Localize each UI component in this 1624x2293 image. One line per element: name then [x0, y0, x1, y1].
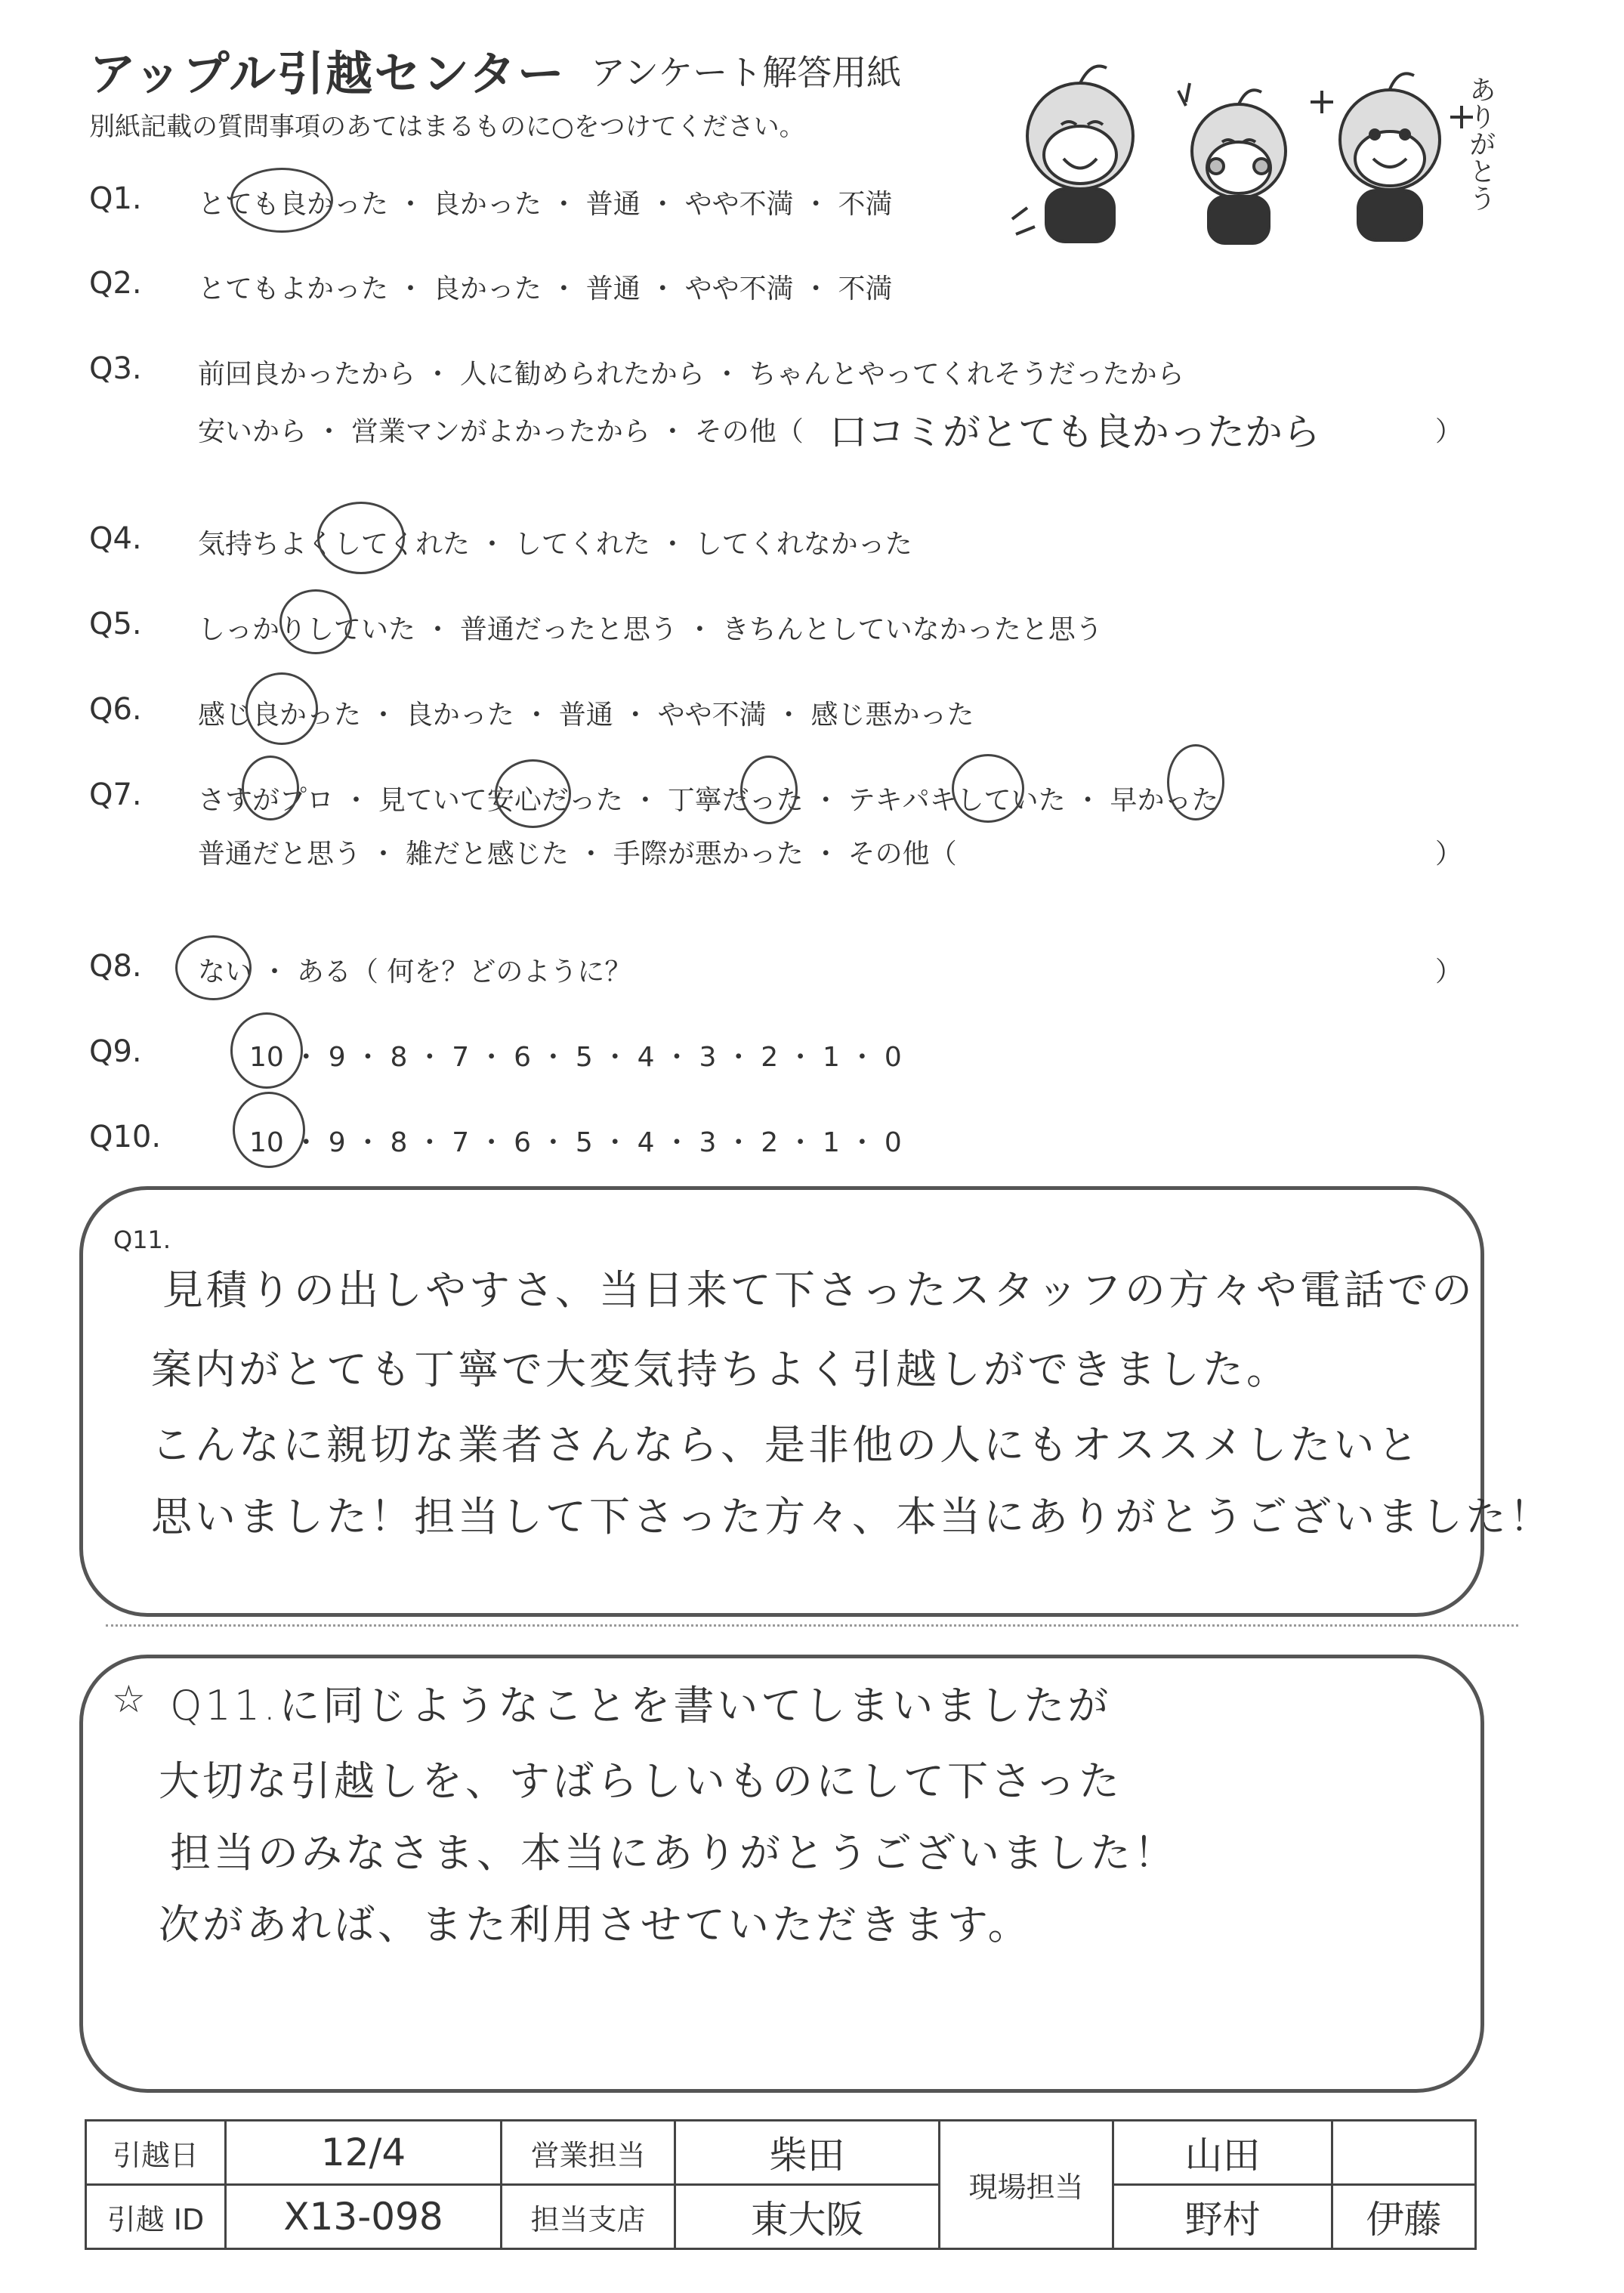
sales-label: 営業担当 — [502, 2121, 675, 2185]
q5-selection-circle — [279, 589, 352, 654]
q6-label: Q6. — [89, 692, 142, 727]
q2-options[interactable]: とてもよかった ・ 良かった ・ 普通 ・ やや不満 ・ 不満 — [198, 273, 893, 304]
q10-selection-circle — [233, 1092, 305, 1168]
q4-selection-circle — [317, 502, 405, 574]
move-date-label: 引越日 — [86, 2121, 226, 2185]
q1-selection-circle — [230, 168, 333, 233]
q11-comment-line: 案内がとても丁寧で大変気持ちよく引越しができました。 — [151, 1346, 1290, 1393]
q5-options[interactable]: しっかりしていた ・ 普通だったと思う ・ きちんとしていなかったと思う — [198, 614, 1103, 645]
q11-comment-line: 見積りの出しやすさ、当日来て下さったスタッフの方々や電話での — [162, 1266, 1475, 1314]
q3-options-line1[interactable]: 前回良かったから ・ 人に勧められたから ・ ちゃんとやってくれそうだったから — [198, 359, 1184, 390]
branch-value: 東大阪 — [675, 2185, 940, 2249]
q7-selection-circle-pro — [242, 756, 299, 820]
q2-label: Q2. — [89, 266, 142, 301]
q4-label: Q4. — [89, 521, 142, 556]
q3-other-close: ） — [1435, 416, 1463, 447]
q9-scale[interactable]: 10 ・ 9 ・ 8 ・ 7 ・ 6 ・ 5 ・ 4 ・ 3 ・ 2 ・ 1 ・ 0 — [249, 1042, 902, 1073]
q6-selection-circle — [245, 672, 318, 745]
q8-close: ） — [1435, 956, 1463, 987]
q11-comment-line: こんなに親切な業者さんなら、是非他の人にもオススメしたいと — [151, 1421, 1422, 1469]
q11-comment-box — [79, 1186, 1484, 1617]
extra-comment-line: 担当のみなさま、本当にありがとうございました！ — [170, 1829, 1178, 1877]
extra-comment-line: Q11.に同じようなことを書いてしまいましたが — [170, 1682, 1112, 1729]
move-date-value: 12/4 — [226, 2121, 502, 2185]
form-subtitle: アンケート解答用紙 — [591, 52, 902, 93]
q6-options[interactable]: 感じ良かった ・ 良かった ・ 普通 ・ やや不満 ・ 感じ悪かった — [198, 700, 974, 731]
site-staff-1: 山田 — [1113, 2121, 1332, 2185]
q9-label: Q9. — [89, 1034, 142, 1069]
site-staff-label: 現場担当 — [940, 2121, 1113, 2249]
extra-comment-line: 大切な引越しを、すばらしいものにして下さった — [159, 1757, 1122, 1805]
sales-value: 柴田 — [675, 2121, 940, 2185]
extra-comment-line: 次があれば、また利用させていただきます。 — [159, 1901, 1032, 1948]
star-mark: ☆ — [112, 1677, 146, 1721]
mascot-caption: ありがとう — [1465, 76, 1496, 212]
q1-label: Q1. — [89, 181, 142, 216]
site-staff-empty-cell — [1332, 2121, 1476, 2185]
q4-options[interactable]: 気持ちよくしてくれた ・ してくれた ・ してくれなかった — [198, 529, 912, 560]
q8-selection-circle — [175, 935, 252, 1000]
q7-other-close: ） — [1435, 839, 1463, 870]
q8-options[interactable]: ない ・ ある（ 何を？どのように？ — [198, 956, 632, 987]
q7-selection-circle-hayakatta — [1167, 744, 1224, 820]
q10-scale[interactable]: 10 ・ 9 ・ 8 ・ 7 ・ 6 ・ 5 ・ 4 ・ 3 ・ 2 ・ 1 ・ 0 — [249, 1127, 902, 1158]
q10-label: Q10. — [89, 1120, 162, 1154]
site-staff-2: 野村 — [1113, 2185, 1332, 2249]
mascot-illustration — [997, 45, 1526, 257]
q8-label: Q8. — [89, 949, 142, 984]
move-info-table — [85, 2119, 1477, 2250]
site-staff-3: 伊藤 — [1332, 2185, 1476, 2249]
q7-label: Q7. — [89, 777, 142, 812]
q7-selection-circle-teinei — [740, 756, 798, 824]
move-id-value: X13-098 — [226, 2185, 502, 2249]
form-instruction: 別紙記載の質問事項のあてはまるものに○をつけてください。 — [89, 112, 805, 142]
q5-label: Q5. — [89, 607, 142, 641]
mascot-monkeys-icon — [997, 45, 1526, 257]
q3-other-handwritten: 口コミがとても良かったから — [829, 410, 1320, 454]
section-divider — [106, 1624, 1518, 1627]
q11-label: Q11. — [113, 1225, 171, 1254]
q3-label: Q3. — [89, 351, 142, 386]
q7-options-line2[interactable]: 普通だと思う ・ 雑だと感じた ・ 手際が悪かった ・ その他（ — [198, 839, 957, 870]
q9-selection-circle — [230, 1012, 303, 1089]
q3-options-line2[interactable]: 安いから ・ 営業マンがよかったから ・ その他（ — [198, 416, 804, 447]
q7-options-line1[interactable]: さすがプロ ・ 見ていて安心だった ・ 丁寧だった ・ テキパキしていた ・ 早かった — [198, 785, 1219, 816]
q11-comment-line: 思いました！担当して下さった方々、本当にありがとうございました！ — [151, 1493, 1553, 1541]
move-id-label: 引越 ID — [86, 2185, 226, 2249]
q7-selection-circle-anshin — [495, 759, 571, 828]
q1-options[interactable]: とても良かった ・ 良かった ・ 普通 ・ やや不満 ・ 不満 — [198, 189, 893, 220]
q7-selection-circle-tekipaki — [952, 754, 1024, 823]
branch-label: 担当支店 — [502, 2185, 675, 2249]
form-title: アップル引越センター — [89, 46, 566, 101]
